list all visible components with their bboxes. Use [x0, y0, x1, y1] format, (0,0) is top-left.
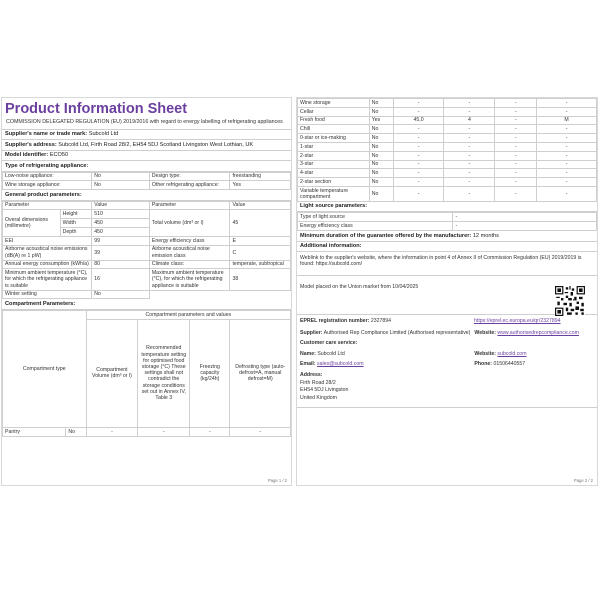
- care-name-label: Name:: [300, 350, 316, 357]
- light-table: [297, 212, 597, 231]
- compartment-temp: -: [444, 151, 495, 160]
- param-cell: Annual energy consumption (kWh/a): [3, 260, 92, 269]
- type-cell: No: [92, 172, 150, 181]
- empty-cell: [230, 290, 291, 299]
- volume-label: Total volume (dm³ or l): [149, 210, 230, 236]
- compartment-name: 2-star section: [298, 178, 370, 187]
- dim-value: 450: [92, 228, 150, 237]
- table-row: [3, 260, 291, 269]
- light-key: Energy efficiency class: [298, 222, 453, 231]
- compartment-freeze: -: [495, 178, 537, 187]
- dim-key: Depth: [60, 228, 92, 237]
- param-cell: Climate class:: [149, 260, 230, 269]
- phone-value: 01506440557: [493, 360, 526, 367]
- param-cell: Minimum ambient temperature (°C), for which the refrigerating appliance is suitable: [3, 269, 92, 290]
- address-line: United Kingdom: [300, 394, 337, 401]
- care-name-row: [297, 348, 597, 358]
- compartment-vol: -: [393, 160, 444, 169]
- address-label: Address:: [300, 372, 323, 379]
- supplier-name-label: Supplier's name or trade mark:: [5, 131, 88, 138]
- compartment-vol: -: [393, 186, 444, 201]
- compartment-defrost: -: [537, 160, 597, 169]
- care-website-label: Website:: [474, 350, 496, 357]
- guarantee-label: Minimum duration of the guarantee offered by the manufacturer:: [300, 232, 472, 239]
- compartment-temp: -: [444, 178, 495, 187]
- light-value: -: [453, 222, 597, 231]
- param-cell: Winter setting: [3, 290, 92, 299]
- model-value: ECO50: [49, 152, 69, 159]
- eprel-link[interactable]: https://eprel.ec.europa.eu/qr/2327894: [474, 318, 561, 325]
- dim-value: 510: [92, 210, 150, 219]
- compartment-table-continued: [297, 98, 597, 202]
- compartment-freeze: -: [495, 125, 537, 134]
- compartment-present: No: [369, 125, 393, 134]
- compartment-freeze: -: [190, 427, 230, 436]
- compartment-vol: -: [393, 134, 444, 143]
- table-row: [298, 125, 597, 134]
- compartment-name: Variable temperature compartment: [298, 186, 370, 201]
- care-contact-row: [297, 358, 597, 368]
- param-cell: Airborne acoustical noise emissions (dB(A) re 1 pW): [3, 245, 92, 260]
- compartment-vol: -: [393, 178, 444, 187]
- compartment-defrost: -: [537, 99, 597, 108]
- value-cell: 39: [92, 245, 150, 260]
- table-row: [3, 172, 291, 181]
- compartment-temp: -: [444, 169, 495, 178]
- table-row: [298, 169, 597, 178]
- table-row: [3, 245, 291, 260]
- type-cell: Design type:: [149, 172, 230, 181]
- compartment-defrost: -: [537, 125, 597, 134]
- guarantee-row: [297, 231, 597, 242]
- compartment-vol: 45,0: [393, 116, 444, 125]
- table-row: [3, 181, 291, 190]
- general-section-title: General product parameters:: [2, 190, 291, 201]
- compartment-present: No: [369, 186, 393, 201]
- compartment-defrost: -: [537, 142, 597, 151]
- compartment-temp: -: [444, 125, 495, 134]
- qr-code-icon: [555, 286, 585, 316]
- type-cell: freestanding: [230, 172, 291, 181]
- compartment-name: Cellar: [298, 107, 370, 116]
- table-row: [3, 201, 291, 210]
- type-cell: Wine storage appliance:: [3, 181, 92, 190]
- table-row: [3, 310, 291, 319]
- compartment-vol: -: [393, 169, 444, 178]
- compartment-name: 4-star: [298, 169, 370, 178]
- compartment-temp: -: [138, 427, 190, 436]
- weblink-row: [297, 252, 597, 269]
- compartment-name: Fresh food: [298, 116, 370, 125]
- table-row: [3, 290, 291, 299]
- supplier-row: [297, 326, 597, 337]
- compartment-name: Wine storage: [298, 99, 370, 108]
- table-row: [3, 210, 291, 219]
- value-cell: 99: [92, 236, 150, 245]
- compartment-defrost: -: [537, 178, 597, 187]
- phone-label: Phone:: [474, 360, 492, 367]
- compartment-defrost: -: [537, 107, 597, 116]
- compartment-temp: -: [444, 99, 495, 108]
- table-row: [3, 427, 291, 436]
- header-cell: Parameter: [149, 201, 230, 210]
- light-value: -: [453, 213, 597, 222]
- type-cell: Yes: [230, 181, 291, 190]
- table-row: [298, 222, 597, 231]
- table-row: [298, 213, 597, 222]
- compartment-freeze: -: [495, 99, 537, 108]
- compartment-group-header: Compartment parameters and values: [86, 310, 290, 319]
- table-row: [298, 107, 597, 116]
- supplier-value: Authorised Rep Compliance Limited (Authorised representative): [323, 329, 471, 336]
- supplier-address-label: Supplier's address:: [5, 141, 57, 148]
- type-table: [2, 172, 291, 191]
- email-link[interactable]: sales@subcold.com: [317, 360, 364, 367]
- weblink-text: Weblink to the supplier's website, where the information in point 4 of Annex II of Commission Regulation (EU) 2019/2019 is found:: [300, 255, 582, 268]
- compartment-vol: -: [393, 142, 444, 151]
- value-cell: temperate, subtropical: [230, 260, 291, 269]
- eprel-label: EPREL registration number:: [300, 318, 370, 325]
- header-cell: Parameter: [3, 201, 92, 210]
- supplier-address-value: Subcold Ltd, Firth Road 28/2, EH54 5DJ Scotland Livingston West Lothian, UK: [58, 141, 254, 148]
- page-footer: Page 2 / 2: [573, 478, 593, 483]
- compartment-name: Chill: [298, 125, 370, 134]
- additional-section-title: Additional information:: [297, 242, 597, 253]
- supplier-name-row: [2, 129, 291, 141]
- volume-value: 45: [230, 210, 291, 236]
- table-row: [298, 160, 597, 169]
- dims-label: Overal dimensions (millimetre): [3, 210, 61, 236]
- value-cell: 16: [92, 269, 150, 290]
- compartment-present: No: [369, 178, 393, 187]
- compartment-defrost: -: [537, 134, 597, 143]
- table-row: [298, 142, 597, 151]
- type-cell: No: [92, 181, 150, 190]
- compartment-present: No: [369, 151, 393, 160]
- light-key: Type of light source: [298, 213, 453, 222]
- compartment-table: [2, 310, 291, 437]
- compartment-temp-header: Recommended temperature setting for optimised food storage (°C) These settings shall not contradict the storage conditions set out in Annex IV, Table 3: [138, 319, 190, 427]
- compartment-temp: -: [444, 107, 495, 116]
- compartment-freeze: -: [495, 169, 537, 178]
- compartment-defrost: -: [537, 186, 597, 201]
- dim-value: 450: [92, 219, 150, 228]
- compartment-freeze-header: Freezing capacity (kg/24h): [190, 319, 230, 427]
- care-name-value: Subcold Ltd: [317, 350, 345, 357]
- type-section-title: Type of refrigerating appliance:: [2, 161, 291, 172]
- compartment-freeze: -: [495, 134, 537, 143]
- table-row: [298, 186, 597, 201]
- page-footer: Page 1 / 2: [267, 478, 287, 483]
- compartment-vol: -: [86, 427, 138, 436]
- address-line: EH54 5DJ Livingston: [300, 387, 349, 394]
- page-two: [296, 97, 598, 486]
- compartment-vol: -: [393, 151, 444, 160]
- compartment-defrost-header: Defrosting type (auto-defrost=A, manual defrost=M): [230, 319, 291, 427]
- general-table: [2, 201, 291, 300]
- regulation-text: COMMISSION DELEGATED REGULATION (EU) 2019/2016 with regard to energy labelling of refrigerating appliances: [6, 119, 283, 125]
- guarantee-value: 12 months: [472, 232, 499, 239]
- param-cell: Maximum ambient temperature (°C), for which the refrigerating appliance is suitable: [149, 269, 230, 290]
- compartment-freeze: -: [495, 151, 537, 160]
- dim-key: Height: [60, 210, 92, 219]
- compartment-temp: -: [444, 134, 495, 143]
- compartment-present: No: [369, 160, 393, 169]
- supplier-name-value: Subcold Ltd: [88, 131, 119, 138]
- type-cell: Low-noise appliance:: [3, 172, 92, 181]
- empty-cell: [149, 290, 230, 299]
- header-cell: Value: [230, 201, 291, 210]
- address-line: Firth Road 28/2: [300, 379, 336, 386]
- compartment-freeze: -: [495, 107, 537, 116]
- compartment-defrost: -: [537, 151, 597, 160]
- value-cell: 38: [230, 269, 291, 290]
- compartment-freeze: -: [495, 142, 537, 151]
- compartment-temp: -: [444, 142, 495, 151]
- compartment-type-header: Compartment type: [3, 310, 87, 427]
- param-cell: EEI: [3, 236, 92, 245]
- table-row: [298, 134, 597, 143]
- table-row: [3, 236, 291, 245]
- compartment-name: 3-star: [298, 160, 370, 169]
- value-cell: No: [92, 290, 150, 299]
- compartment-present: No: [369, 99, 393, 108]
- compartment-present: No: [66, 427, 86, 436]
- care-website-link[interactable]: subcold.com: [497, 350, 527, 357]
- compartment-present: No: [369, 134, 393, 143]
- table-row: [298, 151, 597, 160]
- compartment-defrost: -: [230, 427, 291, 436]
- model-label: Model identifier:: [5, 152, 49, 159]
- compartment-freeze: -: [495, 186, 537, 201]
- compartment-temp: -: [444, 186, 495, 201]
- compartment-volume-header: Compartment Volume (dm³ or l): [86, 319, 138, 427]
- supplier-address-row: [2, 140, 291, 151]
- compartment-present: No: [369, 107, 393, 116]
- compartment-defrost: M: [537, 116, 597, 125]
- supplier-website-label: Website:: [474, 329, 496, 336]
- compartment-name: 1-star: [298, 142, 370, 151]
- placed-on-market: Model placed on the Union market from 10/04/2025: [300, 283, 419, 290]
- table-row: [298, 178, 597, 187]
- compartment-name: 0-star or ice-making: [298, 134, 370, 143]
- page-title: Product Information Sheet: [5, 101, 188, 117]
- compartment-freeze: -: [495, 160, 537, 169]
- compartment-present: No: [369, 142, 393, 151]
- eprel-number: 2327894: [370, 318, 392, 325]
- table-row: [3, 269, 291, 290]
- compartment-name: Pantry: [3, 427, 66, 436]
- compartment-present: No: [369, 169, 393, 178]
- header-cell: Value: [92, 201, 150, 210]
- value-cell: E: [230, 236, 291, 245]
- type-cell: Other refrigerating appliance:: [149, 181, 230, 190]
- table-row: [298, 99, 597, 108]
- compartment-freeze: -: [495, 116, 537, 125]
- weblink-link[interactable]: https://subcold.com/: [315, 261, 363, 268]
- compartment-vol: -: [393, 107, 444, 116]
- customer-care-title: Customer care service:: [300, 340, 358, 347]
- param-cell: Airborne acoustical noise emission class: [149, 245, 230, 260]
- compartment-vol: -: [393, 125, 444, 134]
- page-one: [1, 97, 292, 486]
- eprel-row: [297, 315, 597, 325]
- value-cell: 80: [92, 260, 150, 269]
- light-section-title: Light source parameters:: [297, 202, 597, 213]
- model-row: [2, 151, 291, 162]
- compartment-name: 2-star: [298, 151, 370, 160]
- compartment-vol: -: [393, 99, 444, 108]
- supplier-website-link[interactable]: www.authorisedrepcompliance.com: [497, 329, 579, 336]
- table-row: [298, 116, 597, 125]
- dim-key: Width: [60, 219, 92, 228]
- compartment-defrost: -: [537, 169, 597, 178]
- value-cell: C: [230, 245, 291, 260]
- supplier-label: Supplier:: [300, 329, 323, 336]
- compartment-section-title: Compartment Parameters:: [2, 299, 291, 310]
- param-cell: Energy efficiency class: [149, 236, 230, 245]
- compartment-present: Yes: [369, 116, 393, 125]
- compartment-temp: -: [444, 160, 495, 169]
- email-label: Email:: [300, 360, 316, 367]
- compartment-temp: 4: [444, 116, 495, 125]
